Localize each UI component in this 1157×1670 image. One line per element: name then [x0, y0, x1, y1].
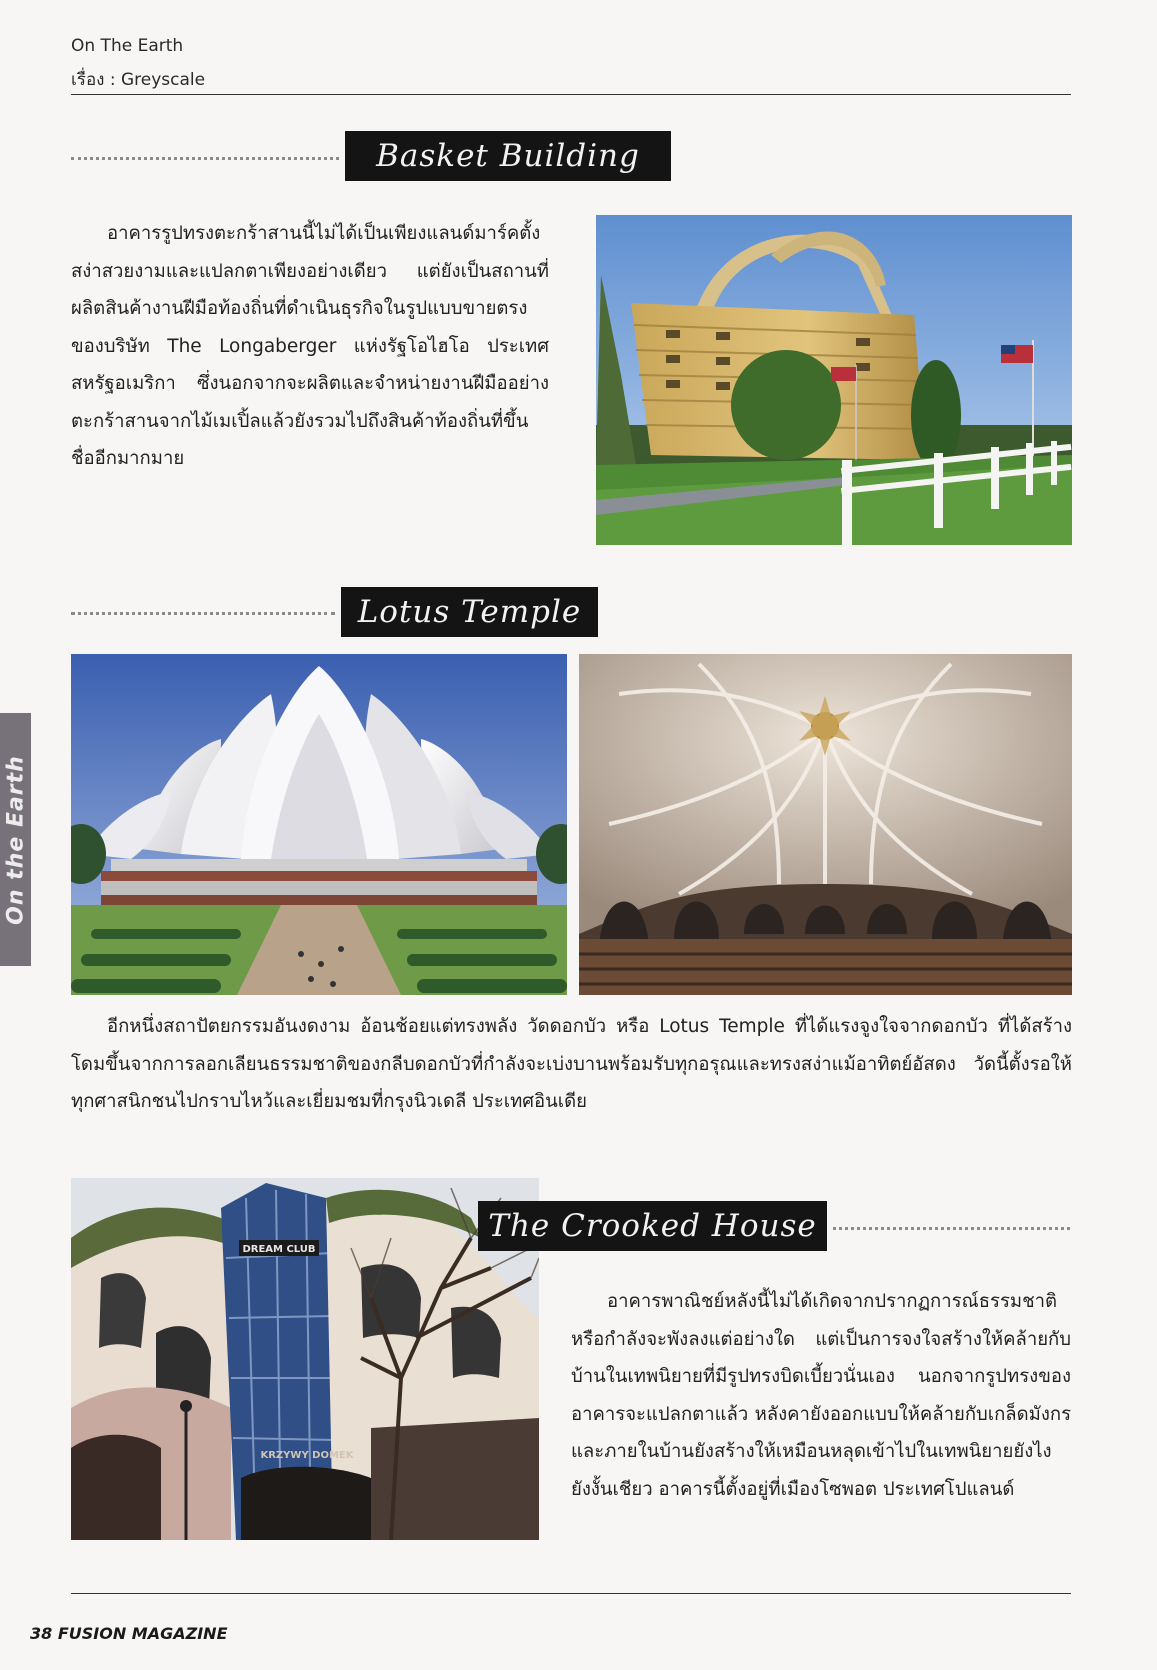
story-credit: เรื่อง : Greyscale: [71, 70, 206, 90]
page-footer: 38 FUSION MAGAZINE: [30, 1624, 228, 1643]
lotus-temple-interior-photo: [579, 654, 1072, 995]
lotus-temple-text: อีกหนึ่งสถาปัตยกรรมอันงดงาม อ้อนช้อยแต่ทรงพลัง วัดดอกบัว หรือ Lotus Temple ที่ได้แรงจูงใจจากดอกบัว ที่ได้สร้างโดมขึ้นจากการลอกเลียนธรรมชาติของกลีบดอกบัวที่กำลังจะเบ่งบานพร้อมรับทุกอรุณและทรงสง่าแม้อาทิตย์อัสดง วัดนี้ตั้งรอให้ทุกศาสนิกชนไปกราบไหว้และเยี่ยมชมที่กรุงนิวเดลี ประเทศอินเดีย: [71, 1016, 1072, 1112]
basket-building-photo: [596, 215, 1072, 545]
title-dots: [71, 157, 339, 160]
title-dots: [71, 612, 335, 615]
lotus-temple-exterior-photo: [71, 654, 567, 995]
dream-club-sign: DREAM CLUB: [242, 1244, 316, 1255]
footer-rule: [71, 1593, 1071, 1594]
side-tab-label: On the Earth: [3, 754, 28, 925]
crooked-house-text: อาคารพาณิชย์หลังนี้ไม่ได้เกิดจากปรากฏการณ์ธรรมชาติ หรือกำลังจะพังลงแต่อย่างใด แต่เป็นการจงใจสร้างให้คล้ายกับบ้านในเทพนิยายที่มีรูปทรงบิดเบี้ยวนั่นเอง นอกจากรูปทรงของอาคารจะแปลกตาแล้ว หลังคายังออกแบบให้คล้ายกับเกล็ดมังกร และภายในบ้านยังสร้างให้เหมือนหลุดเข้าไปในเทพนิยายยังไงยังงั้นเชียว อาคารนี้ตั้งอยู่ที่เมืองโซพอต ประเทศโปแลนด์: [571, 1291, 1071, 1500]
title-dots: [833, 1227, 1070, 1230]
crooked-house-photo: [71, 1178, 539, 1540]
magazine-section: On The Earth: [71, 36, 184, 56]
krzywy-domek-sign: KRZYWY DOMEK: [260, 1450, 354, 1461]
side-tab: [0, 713, 31, 966]
basket-building-text: อาคารรูปทรงตะกร้าสานนี้ไม่ได้เป็นเพียงแลนด์มาร์คตั้งสง่าสวยงามและแปลกตาเพียงอย่างเดียว แต่ยังเป็นสถานที่ผลิตสินค้างานฝีมือท้องถิ่นที่ดำเนินธุรกิจในรูปแบบขายตรงของบริษัท The Longaberger แห่งรัฐโอไฮโอ ประเทศสหรัฐอเมริกา ซึ่งนอกจากจะผลิตและจำหน่ายงานฝีมืออย่างตะกร้าสานจากไม้เมเปิ้ลแล้วยังรวมไปถึงสินค้าท้องถิ่นที่ขึ้นชื่ออีกมากมาย: [71, 223, 549, 469]
crooked-house-title: The Crooked House: [478, 1201, 827, 1251]
basket-building-title: Basket Building: [345, 131, 671, 181]
header-rule: [71, 94, 1071, 95]
lotus-temple-title: Lotus Temple: [341, 587, 598, 637]
